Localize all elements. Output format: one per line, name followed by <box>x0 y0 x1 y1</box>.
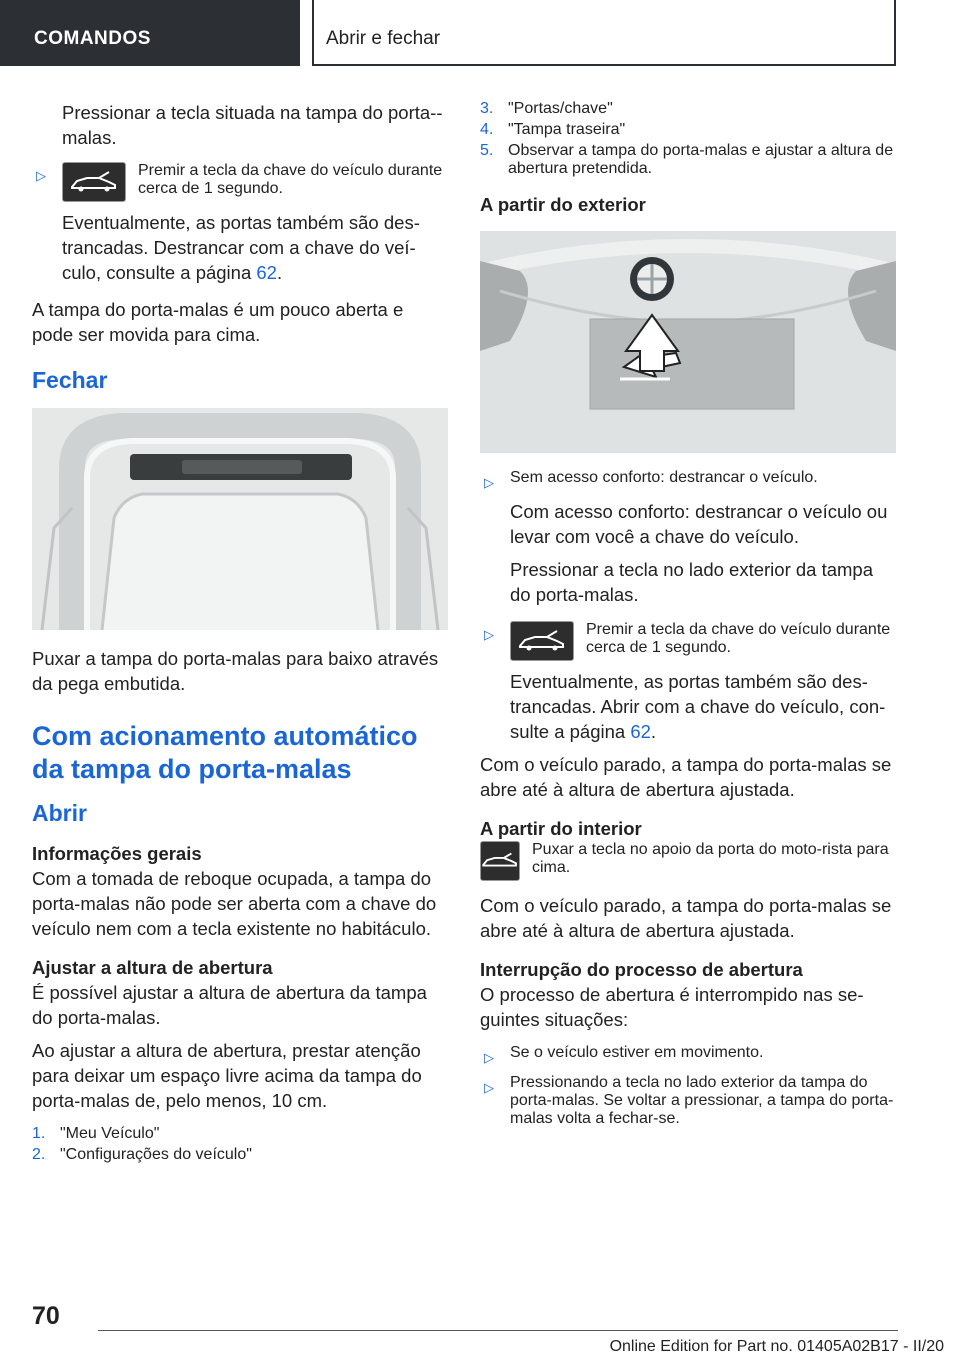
general-info-text: Com a tomada de reboque ocupada, a tampa do porta-malas não pode ser aberta com a chave do veículo nem com a tecla existente no habitáculo. <box>32 868 437 939</box>
page-link[interactable]: 62 <box>630 721 651 742</box>
unlock-note <box>32 210 448 285</box>
footer-edition: Online Edition for Part no. 01405A02B17 - II/20 <box>609 1338 944 1355</box>
step-item <box>480 142 896 178</box>
step-item <box>480 121 896 139</box>
step-number: 3. <box>480 100 494 117</box>
heading-interruption: Interrupção do processo de abertura <box>480 959 803 980</box>
key-press-text: Premir a tecla da chave do veículo durante cerca de 1 segundo. <box>586 621 891 656</box>
opened-text: A tampa do porta-malas é um pouco aberta e pode ser movida para cima. <box>32 299 404 345</box>
car-tailgate-icon <box>480 841 520 881</box>
unlock-note-text: Eventualmente, as portas também são des-trancadas. Abrir com a chave do veículo, con-sulte a página <box>510 671 886 742</box>
heading-general-info: Informações gerais <box>32 843 202 864</box>
heading-auto-tailgate: Com acionamento automático da tampa do porta-malas <box>32 721 418 784</box>
heading-open: Abrir <box>32 800 87 826</box>
bullet-key <box>32 162 448 202</box>
tailgate-exterior-figure <box>480 231 896 453</box>
heading-adjust-height: Ajustar a altura de abertura <box>32 957 273 978</box>
close-text: Puxar a tampa do porta-malas para baixo através da pega embutida. <box>32 648 439 694</box>
stationary-text-2: Com o veículo parado, a tampa do porta-malas se abre até à altura de abertura ajustada. <box>480 895 892 941</box>
step-item <box>32 1146 448 1164</box>
page-number: 70 <box>32 1302 60 1330</box>
interior-text: Puxar a tecla no apoio da porta do moto-rista para cima. <box>532 841 889 876</box>
header-chapter-title: Abrir e fechar <box>326 28 441 49</box>
header-chapter <box>312 0 896 66</box>
step-text: "Meu Veículo" <box>60 1125 160 1142</box>
interruption-text: O processo de abertura é interrompido nas se-guintes situações: <box>480 984 864 1030</box>
heading-interior: A partir do interior <box>480 818 642 839</box>
bullet-press-again <box>480 1074 896 1128</box>
step-text: "Configurações do veículo" <box>60 1146 252 1163</box>
no-comfort-access-text: Sem acesso conforto: destrancar o veículo. <box>510 469 818 486</box>
bullet-key <box>480 621 896 661</box>
unlock-note-end: . <box>276 262 283 283</box>
unlock-note-end: . <box>650 721 657 742</box>
triangle-right-icon: ▷ <box>484 475 494 490</box>
step-number: 5. <box>480 142 494 159</box>
bullet-no-comfort-access <box>480 469 896 491</box>
adjust-text-2: Ao ajustar a altura de abertura, prestar atenção para deixar um espaço livre acima da tampa do porta-malas de, pelo menos, 10 cm. <box>32 1040 422 1111</box>
stationary-text-1: Com o veículo parado, a tampa do porta-malas se abre até à altura de abertura ajustada. <box>480 754 892 800</box>
tailgate-interior-figure <box>32 408 448 630</box>
step-text: "Tampa traseira" <box>508 121 626 138</box>
press-tailgate-text: Pressionar a tecla situada na tampa do porta--malas. <box>62 102 443 148</box>
header-section-title: COMANDOS <box>34 28 151 49</box>
car-tailgate-icon <box>510 621 574 661</box>
moving-text: Se o veículo estiver em movimento. <box>510 1044 764 1061</box>
adjust-text-1: É possível ajustar a altura de abertura da tampa do porta-malas. <box>32 982 427 1028</box>
triangle-right-icon: ▷ <box>484 1050 494 1065</box>
header-section <box>0 0 300 66</box>
footer-divider <box>98 1330 898 1331</box>
key-press-text: Premir a tecla da chave do veículo durante cerca de 1 segundo. <box>138 162 443 197</box>
page-link[interactable]: 62 <box>256 262 277 283</box>
bullet-moving <box>480 1044 896 1066</box>
step-number: 4. <box>480 121 494 138</box>
left-column <box>32 100 448 1167</box>
step-item <box>480 100 896 118</box>
heading-close: Fechar <box>32 367 108 393</box>
step-item <box>32 1125 448 1143</box>
press-again-text: Pressionando a tecla no lado exterior da tampa do porta-malas. Se voltar a pressionar, a tampa do porta-malas volta a fechar-se. <box>510 1074 894 1127</box>
interior-instruction <box>480 841 896 881</box>
step-number: 1. <box>32 1125 46 1142</box>
step-number: 2. <box>32 1146 46 1163</box>
triangle-right-icon: ▷ <box>484 1080 494 1095</box>
step-text: Observar a tampa do porta-malas e ajustar a altura de abertura pretendida. <box>508 142 894 177</box>
unlock-note-text: Eventualmente, as portas também são des-trancadas. Destrancar com a chave do veí-culo, consulte a página <box>62 212 420 283</box>
car-tailgate-icon <box>62 162 126 202</box>
triangle-right-icon: ▷ <box>484 627 494 642</box>
comfort-access-text: Com acesso conforto: destrancar o veículo ou levar com você a chave do veículo. <box>510 501 888 547</box>
press-exterior-text: Pressionar a tecla no lado exterior da tampa do porta-malas. <box>510 559 874 605</box>
step-text: "Portas/chave" <box>508 100 613 117</box>
right-column <box>480 100 896 1136</box>
triangle-right-icon: ▷ <box>36 168 46 183</box>
unlock-note <box>480 669 896 744</box>
heading-exterior: A partir do exterior <box>480 194 646 215</box>
